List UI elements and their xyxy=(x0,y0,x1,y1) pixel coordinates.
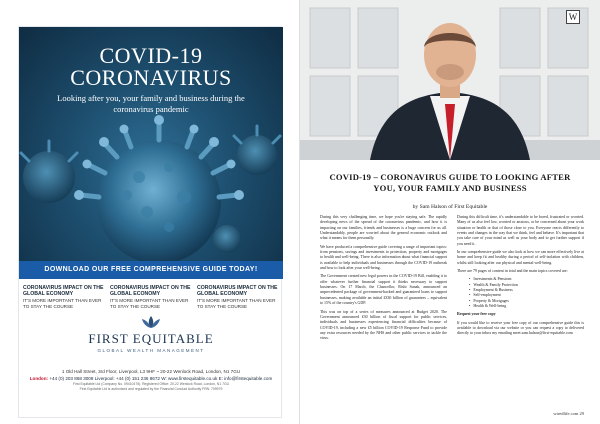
article-paragraph: The Government created new legal powers in the COVID-19 Bill, enabling it to offer whatever further financial support it thinks necessary to support businesses. On 17 March, the Chancellor, Rishi Sunak, announced an unprecedented package of government-backed and guaranteed loans to support businesses, making available an initial £330 billion of guarantees – equivalent to 15% of the country's GDP. xyxy=(320,273,447,306)
advert-subtitle: Looking after you, your family and business during the coronavirus pandemic xyxy=(57,93,245,114)
advert-footer xyxy=(19,369,283,391)
request-paragraph: If you would like to receive your free copy of our comprehensive guide this is available to download via our website or you can request a copy to delivered directly to your inbox my emailing meet.sam.halson@first-equitable.com xyxy=(457,319,584,336)
legal-line-2: First Equitable Ltd is authorised and regulated by the Financial Conduct Authority FRN: 709979 xyxy=(79,386,223,391)
topic-item: • Investments & Pensions xyxy=(469,276,584,281)
advert-topic-text: IT'S MORE IMPORTANT THAN EVER TO STAY THE COURSE xyxy=(110,298,189,309)
magazine-logo: W xyxy=(566,10,580,24)
article-column-left xyxy=(320,214,447,344)
advert-topic-title: CORONAVIRUS IMPACT ON THE GLOBAL ECONOMY xyxy=(23,285,104,297)
topic-item: • Property & Mortgages xyxy=(469,298,584,303)
topic-item: • Employment & Business xyxy=(469,287,584,292)
article-byline: by Sam Halson of First Equitable xyxy=(412,204,488,210)
contact-prefix: London: xyxy=(29,375,49,381)
lotus-logo-icon xyxy=(140,315,162,329)
article-column-right xyxy=(457,214,584,344)
article-paragraph: There are 79 pages of content in total and the main topics covered are: xyxy=(457,268,568,274)
brand-subtitle: GLOBAL WEALTH MANAGEMENT xyxy=(97,348,205,353)
advert-title-line2: CORONAVIRUS xyxy=(70,65,232,90)
request-heading: Request your free copy xyxy=(457,311,496,317)
legal-line-1: First Equitable Ltd (Company No. 09410475). Registered Office: 20-22 Wenlock Road, London, N1 7GU xyxy=(72,382,230,386)
contact-numbers[interactable]: +44 (0) 203 868 3008 Liverpool: +44 (0) 151 236 8672 W: www.firstequitable.co.uk E: info@firstequitable.com xyxy=(49,375,273,381)
advert-topic xyxy=(110,285,192,309)
advert-topic xyxy=(197,285,279,309)
first-equitable-logo xyxy=(19,315,283,353)
topic-item: • Wealth & Family Protection xyxy=(469,282,584,287)
right-page xyxy=(300,0,600,424)
article-paragraph: This was on top of a series of measures announced at Budget 2020. The Government announced £30 billion of fiscal support for public services, individuals and businesses experiencing financial difficulties because of COVID-19, including a new £5 billion COVID-19 Response Fund to provide any extra resources needed by the NHS and other public services to tackle the virus. xyxy=(320,308,447,341)
advert-topic-columns xyxy=(23,285,279,309)
author-photo xyxy=(300,0,600,160)
download-guide-banner[interactable]: DOWNLOAD OUR FREE COMPREHENSIVE GUIDE TODAY! xyxy=(19,261,283,279)
page-folio: wiredlife.com 29 xyxy=(553,411,584,416)
article-title: COVID-19 – CORONAVIRUS GUIDE TO LOOKING AFTER YOU, YOUR FAMILY AND BUSINESS xyxy=(329,172,571,193)
advert-topic-title: CORONAVIRUS IMPACT ON THE GLOBAL ECONOMY xyxy=(197,285,278,297)
office-portrait-image xyxy=(300,0,600,160)
virus-particle-left xyxy=(21,141,77,203)
article-paragraph: During this difficult time, it's understandable to be bored, frustrated or worried. Many of us also feel low, worried or anxious, or be concerned about your work situation or health or that of those close to you. Everyone reacts differently to events and changes in the way that we think, feel and behave. It's important that you take care of your mind as well as your body and to get further support if you need it. xyxy=(457,214,584,246)
advert-title xyxy=(19,45,283,89)
advert-title-line1: COVID-19 xyxy=(99,43,203,68)
advert-topic-title: CORONAVIRUS IMPACT ON THE GLOBAL ECONOMY xyxy=(110,285,191,297)
brand-name: FIRST EQUITABLE xyxy=(88,331,214,346)
office-addresses: 1 Old Hall Street, 3rd Floor, Liverpool, L3 9HF ~ 20-22 Wenlock Road, London, N1 7GU xyxy=(61,369,241,374)
topic-item: • Self-employment xyxy=(469,292,584,297)
advert-topic xyxy=(23,285,105,309)
first-equitable-advert xyxy=(18,26,282,418)
coronavirus-hero-image xyxy=(19,27,283,261)
virus-particle-small xyxy=(213,225,241,253)
advert-topic-text: IT'S MORE IMPORTANT THAN EVER TO STAY THE COURSE xyxy=(23,298,102,309)
virus-particle-right xyxy=(234,126,280,175)
article-paragraph: During this very challenging time, we hope you're staying safe. The rapidly developing news of the spread of the coronavirus pandemic, and how it is impacting on our families, friends and businesses is a huge concern for us all. Understandably, people are worried about the general economic outlook and what it means for them personally. xyxy=(320,214,447,241)
topic-item: • Health & Well-being xyxy=(469,303,584,308)
advert-topic-text: IT'S MORE IMPORTANT THAN EVER TO STAY THE COURSE xyxy=(197,298,276,309)
article-paragraph: We have produced a comprehensive guide covering a range of important topics: from pensions, savings and investments to protection, property and mortgages to health and well-being. There is also information about what financial support is available to help individuals and businesses through the COVID-19 outbreak and how to look after your well-being. xyxy=(320,243,447,271)
article-paragraph: In our comprehensive guide we also look at how we can more effectively live at home and keep fit and healthy during a period of self-isolation with children, whilst still looking after our physical and mental well-being. xyxy=(457,249,584,265)
article-body xyxy=(320,214,584,344)
topics-list xyxy=(469,276,584,308)
